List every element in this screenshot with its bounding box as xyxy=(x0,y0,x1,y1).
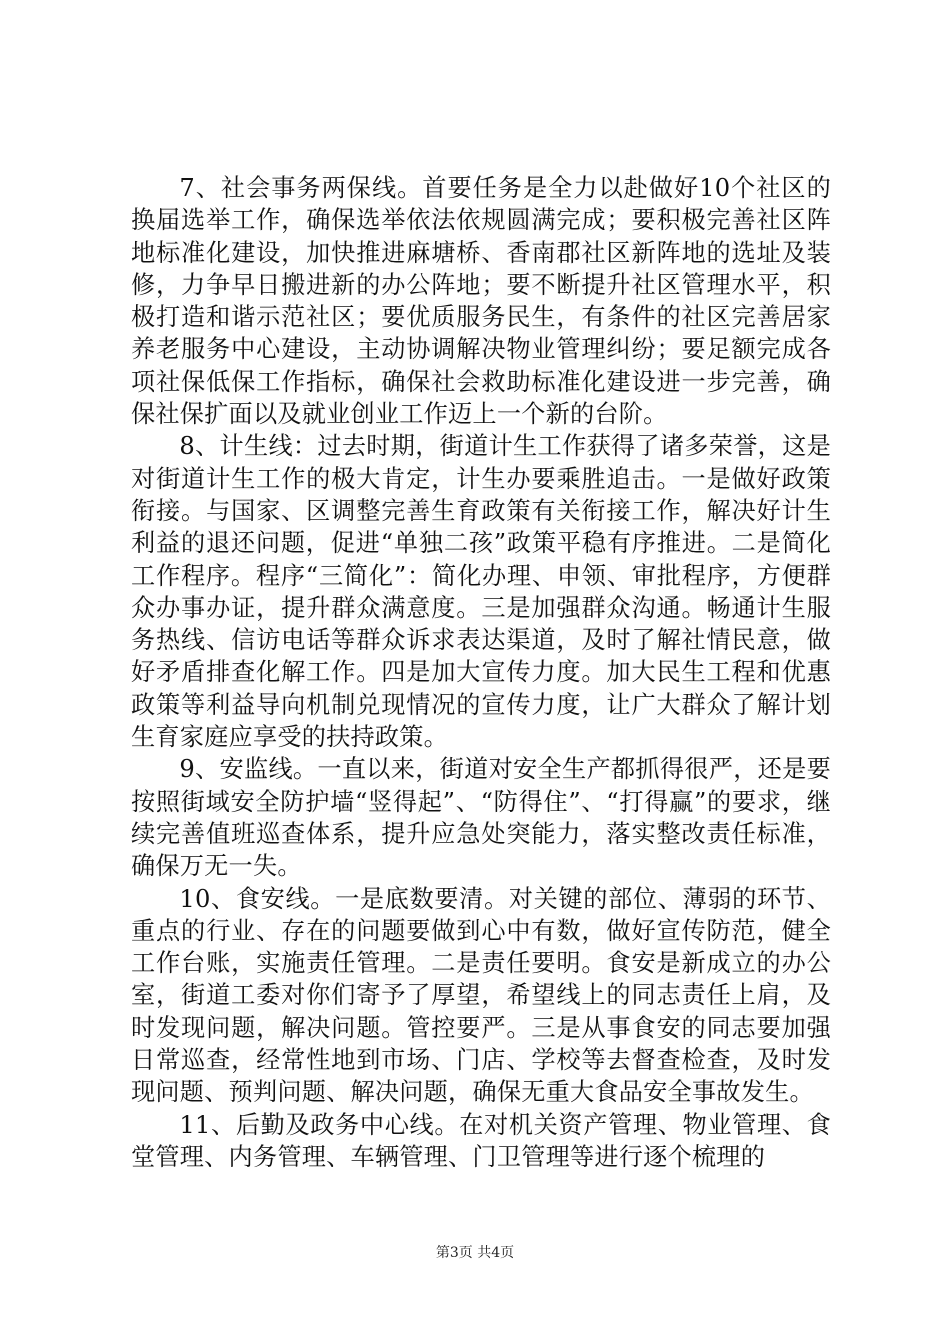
paragraph-8: 8、计生线：过去时期，街道计生工作获得了诸多荣誉，这是对街道计生工作的极大肯定，计生办要乘胜追击。一是做好政策衔接。与国家、区调整完善生育政策有关衔接工作，解决好计生利益的退还问题，促进“单独二孩”政策平稳有序推进。二是简化工作程序。程序“三简化”：简化办理、申领、审批程序，方便群众办事办证，提升群众满意度。三是加强群众沟通。畅通计生服务热线、信访电话等群众诉求表达渠道，及时了解社情民意，做好矛盾排查化解工作。四是加大宣传力度。加大民生工程和优惠政策等利益导向机制兑现情况的宣传力度，让广大群众了解计划生育家庭应享受的扶持政策。 xyxy=(131,432,831,752)
paragraph-7: 7、社会事务两保线。首要任务是全力以赴做好10个社区的换届选举工作，确保选举依法依规圆满完成；要积极完善社区阵地标准化建设，加快推进麻塘桥、香南郡社区新阵地的选址及装修，力争早日搬进新的办公阵地；要不断提升社区管理水平，积极打造和谐示范社区；要优质服务民生，有条件的社区完善居家养老服务中心建设，主动协调解决物业管理纠纷；要足额完成各项社保低保工作指标，确保社会救助标准化建设进一步完善，确保社保扩面以及就业创业工作迈上一个新的台阶。 xyxy=(131,174,831,429)
page-footer: 第3页 共4页 xyxy=(435,1245,515,1261)
document-body xyxy=(131,172,831,1173)
paragraph-10: 10、食安线。一是底数要清。对关键的部位、薄弱的环节、重点的行业、存在的问题要做到心中有数，做好宣传防范，健全工作台账，实施责任管理。二是责任要明。食安是新成立的办公室，街道工委对你们寄予了厚望，希望线上的同志责任上肩，及时发现问题，解决问题。管控要严。三是从事食安的同志要加强日常巡查，经常性地到市场、门店、学校等去督查检查，及时发现问题、预判问题、解决问题，确保无重大食品安全事故发生。 xyxy=(131,884,831,1107)
paragraph-9: 9、安监线。一直以来，街道对安全生产都抓得很严，还是要按照街域安全防护墙“竖得起”、“防得住”、“打得赢”的要求，继续完善值班巡查体系，提升应急处突能力，落实整改责任标准，确保万无一失。 xyxy=(131,755,831,881)
paragraph-11: 11、后勤及政务中心线。在对机关资产管理、物业管理、食堂管理、内务管理、车辆管理、门卫管理等进行逐个梳理的 xyxy=(131,1110,831,1171)
